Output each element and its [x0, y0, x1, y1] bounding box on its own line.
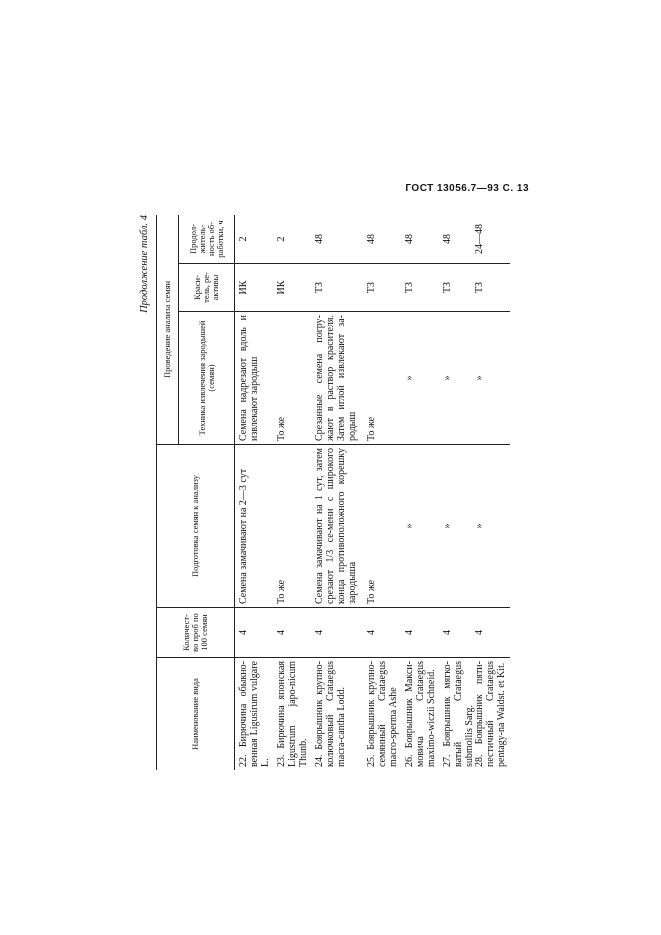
cell-count: 4 [366, 630, 377, 635]
cell-tech: То же [366, 416, 377, 441]
cell-dye: ТЗ [442, 281, 453, 294]
cell-count: 4 [404, 630, 415, 635]
cell-dye: ИК [276, 280, 287, 295]
header-bottom-rule [234, 215, 235, 770]
cell-dye: ТЗ [366, 281, 377, 294]
group-header: Проведение анализа семян [161, 280, 172, 379]
cell-count: 4 [314, 630, 325, 635]
cell-dye: ТЗ [314, 281, 325, 294]
cell-tech: » [442, 375, 453, 381]
cell-prep: То же [276, 579, 287, 604]
cell-count: 4 [238, 630, 249, 635]
cell-prep: Семена замачивают на 2—3 сут [238, 468, 249, 604]
col-header-prep: Подготовка семян к анализу [189, 475, 200, 577]
cell-name: 23. Бирючина японская Ligustrum japo-nicum Thunb. [276, 661, 309, 767]
cell-prep: » [404, 523, 415, 529]
cell-count: 4 [276, 630, 287, 635]
cell-name: 27. Боярышник мягко-ватый Crataegus submollis Sarg. [442, 661, 475, 767]
col-header-dye: Краси-тель, ре-активы [192, 272, 220, 303]
cell-tech: » [404, 375, 415, 381]
cell-tech: Срезанные семена погру-жают в раствор красителя. Затем иглой извлекают за-родыш [314, 315, 358, 441]
cell-tech: То же [276, 416, 287, 441]
cell-tech: » [474, 375, 485, 381]
cell-prep: То же [366, 579, 377, 604]
cell-dye: ТЗ [474, 281, 485, 294]
cell-duration: 48 [366, 234, 377, 244]
cell-count: 4 [474, 630, 485, 635]
cell-duration: 2 [238, 236, 249, 242]
continuation-label: Продолжение табл. 4 [139, 215, 150, 313]
page-header: ГОСТ 13056.7—93 С. 13 [405, 183, 529, 194]
cell-dye: ИК [238, 280, 249, 295]
cell-name: 25. Боярышник крупно-семянный Crataegus macro-sperma Ashe [366, 661, 399, 767]
col-header-name: Наименование вида [189, 678, 200, 750]
cell-prep: » [474, 523, 485, 529]
cell-prep: » [442, 523, 453, 529]
cell-tech: Семена надрезают вдоль и извлекают зародыш [238, 315, 260, 441]
col-header-tech: Техника извлечения зародышей (семян) [196, 320, 216, 436]
cell-count: 4 [442, 630, 453, 635]
col-header-duration: Продол-житель-ность об-работки, ч [187, 220, 225, 258]
cell-duration: 48 [442, 234, 453, 244]
cell-dye: ТЗ [404, 281, 415, 294]
cell-duration: 2 [276, 236, 287, 242]
col-header-count: Количест-во проб по 100 семян [180, 613, 209, 652]
cell-name: 26. Боярышник Макси-мовича Crataegus maximo-wiczii Schneid. [404, 661, 437, 767]
rotated-table-page [140, 215, 510, 770]
cell-name: 22. Бирючина обыкно-венная Ligusirum vulgare L. [238, 661, 271, 767]
cell-duration: 48 [404, 234, 415, 244]
cell-duration: 48 [314, 234, 325, 244]
seed-analysis-table [156, 215, 510, 770]
cell-name: 24. Боярышник крупно-колючковый Crataegus macra-cantha Lodd. [314, 661, 347, 767]
cell-name: 28. Боярышник пяти-пестичный Crataegus pentagy-na Waldst. et Kit. [474, 661, 507, 767]
cell-duration: 24—48 [474, 224, 485, 254]
cell-prep: Семена замачивают на 1 сут, затем срезают 1/3 се-мени с широкого конца противоположного корешку зародыша [314, 448, 358, 604]
